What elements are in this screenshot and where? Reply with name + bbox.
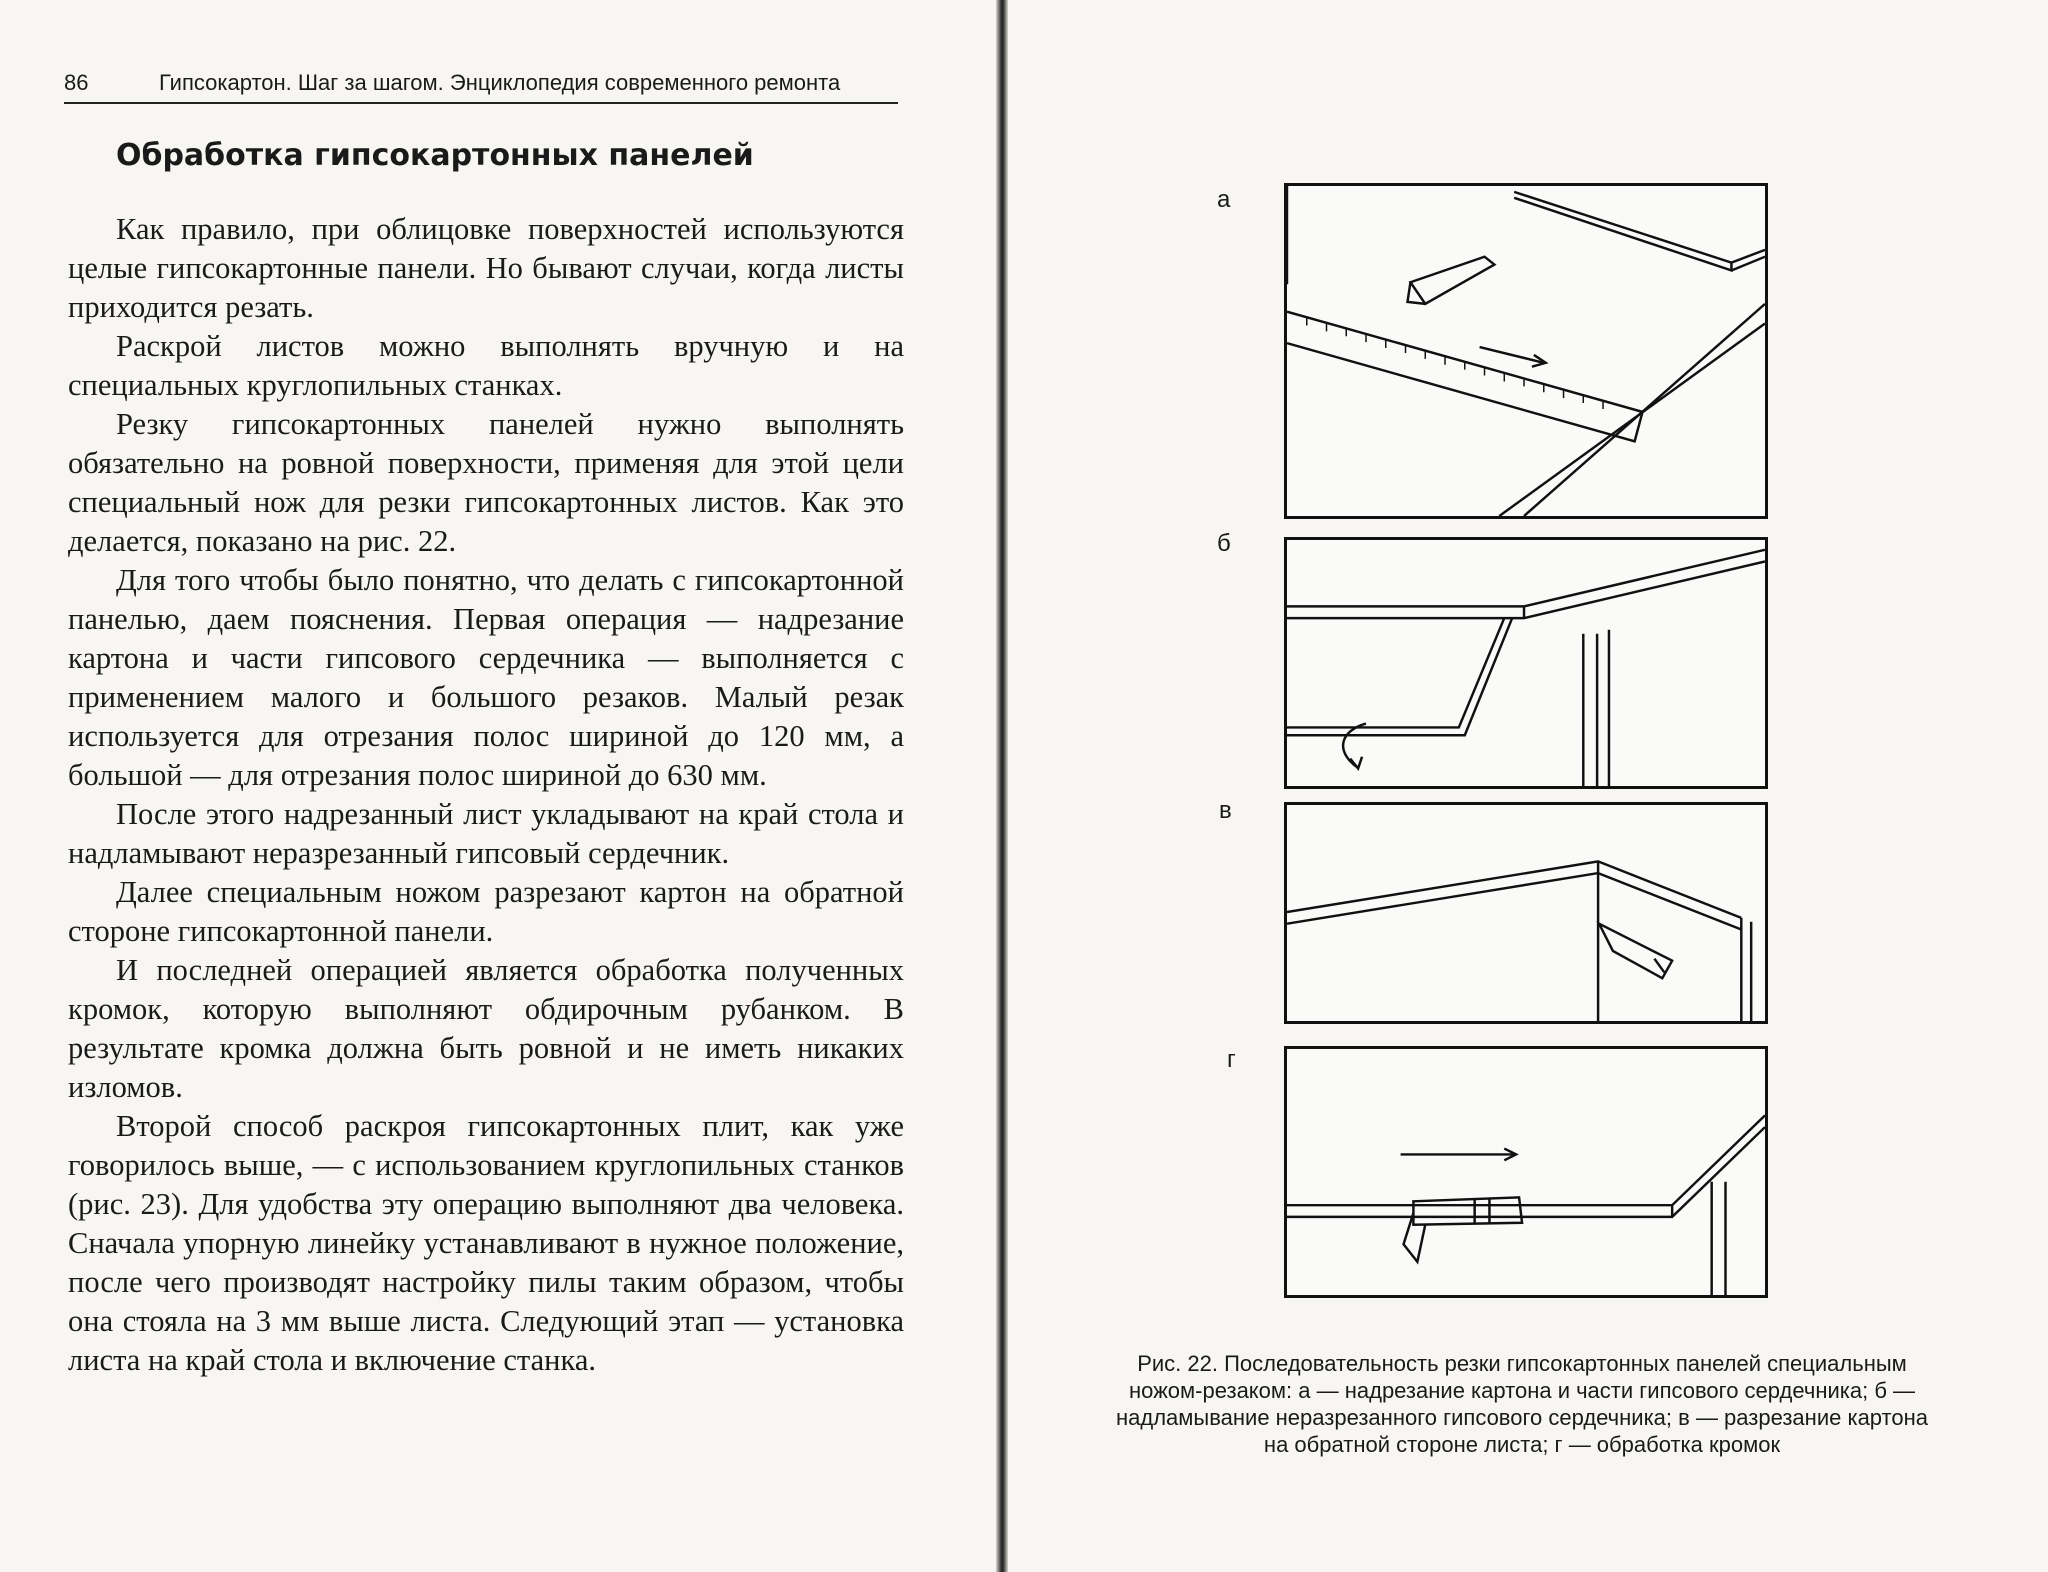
panel-letter-g: г [1227,1046,1236,1073]
book-gutter [996,0,1008,1572]
paragraph: Далее специальным ножом разрезают картон на обратной стороне гипсокартонной панели. [68,875,904,948]
page-number: 86 [64,70,89,95]
section-title: Обработка гипсокартонных панелей [116,138,754,173]
panel-letter-a: а [1217,186,1231,213]
figure-panel-g [1284,1046,1768,1298]
paragraph: После этого надрезанный лист укладывают на край стола и надламывают неразрезанный гипсовый сердечник. [68,797,904,870]
paragraph: Для того чтобы было понятно, что делать с гипсокартонной панелью, даем пояснения. Первая операция — надрезание картона и части гипсового сердечника — выполняется с применением малого и большого резаков. Малый резак используется для отрезания полос шириной до 120 мм, а большой — для отрезания полос шириной до 630 мм. [68,563,904,792]
figure-panel-b [1284,537,1768,789]
illustration-edge-planing [1287,1049,1765,1295]
illustration-breaking-core [1287,540,1765,786]
left-page [0,0,1000,1572]
body-text [68,210,904,1380]
paragraph: Резку гипсокартонных панелей нужно выполнять обязательно на ровной поверхности, применяя для этой цели специальный нож для резки гипсокартонных листов. Как это делается, показано на рис. 22. [68,407,904,558]
figure-caption: Рис. 22. Последовательность резки гипсокартонных панелей специальным ножом-резаком: а — надрезание картона и части гипсового сердечника; б — надламывание неразрезанного гипсового сердечника; в — разрезание картона на обратной стороне листа; г — обработка кромок [1115,1351,1929,1457]
figure-panel-a [1284,183,1768,519]
running-title: Гипсокартон. Шаг за шагом. Энциклопедия современного ремонта [159,70,841,95]
illustration-scoring-knife [1287,186,1765,516]
paragraph: И последней операцией является обработка полученных кромок, которую выполняют обдирочным рубанком. В результате кромка должна быть ровной и не иметь никаких изломов. [68,953,904,1104]
paragraph: Как правило, при облицовке поверхностей используются целые гипсокартонные панели. Но бывают случаи, когда листы приходится резать. [68,212,904,324]
running-head [64,68,898,104]
paragraph: Второй способ раскроя гипсокартонных плит, как уже говорилось выше, — с использованием круглопильных станков (рис. 23). Для удобства эту операцию выполняют два человека. Сначала упорную линейку устанавливают в нужное положение, после чего производят настройку пилы таким образом, чтобы она стояла на 3 мм выше листа. Следующий этап — установка листа на край стола и включение станка. [68,1109,904,1377]
panel-letter-b: б [1217,530,1231,557]
panel-letter-v: в [1219,797,1232,824]
illustration-cutting-back [1287,805,1765,1021]
paragraph: Раскрой листов можно выполнять вручную и на специальных круглопильных станках. [68,329,904,402]
figure-panel-v [1284,802,1768,1024]
